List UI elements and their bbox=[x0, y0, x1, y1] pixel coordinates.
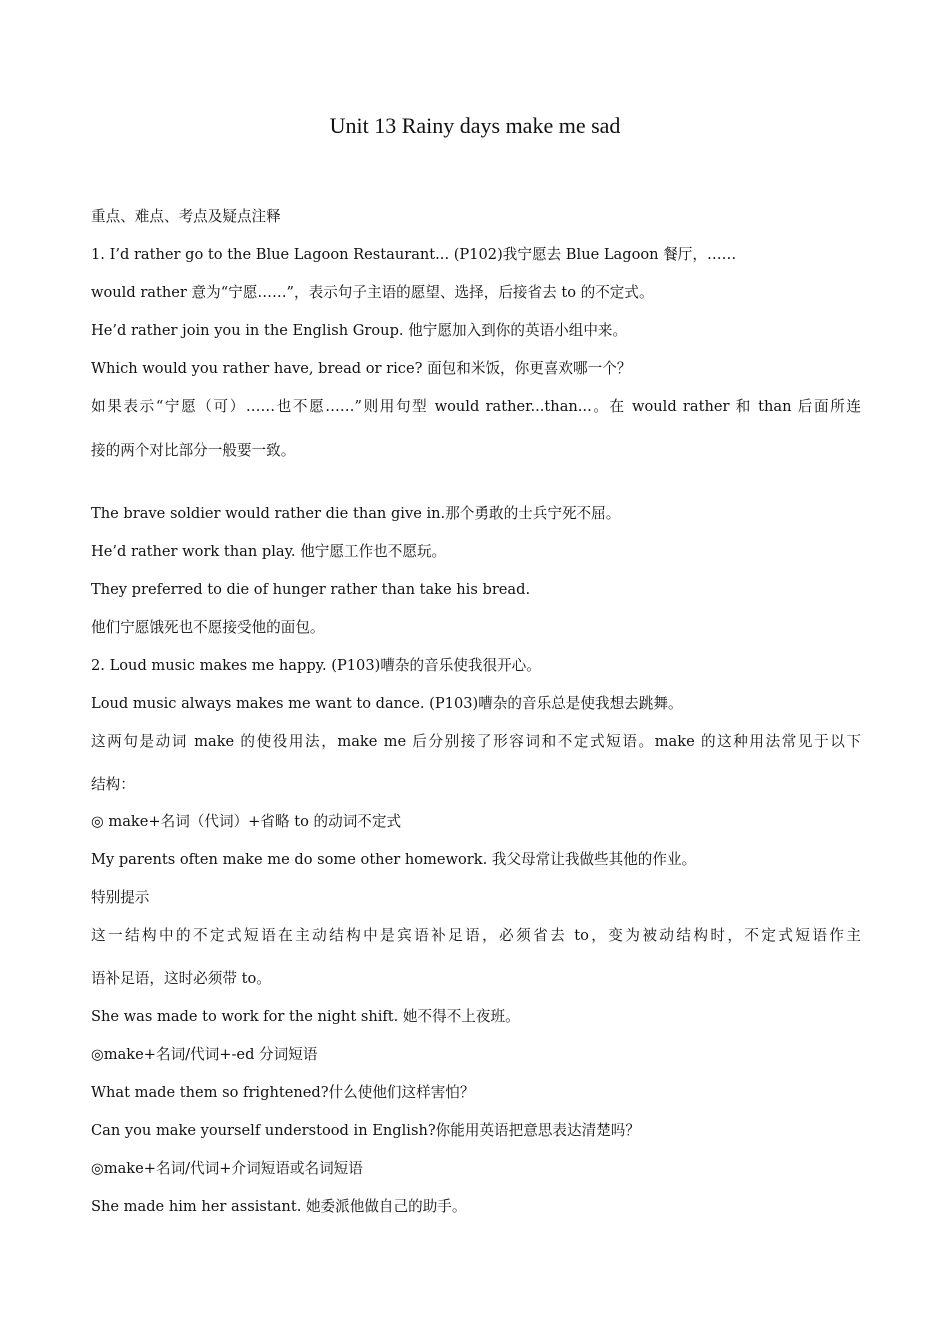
text-line: 结构： bbox=[91, 776, 135, 793]
text-line: 如果表示“宁愿（可）……也不愿……”则用句型 would rather...than...。在 would rather 和 than 后面所连 bbox=[91, 398, 861, 415]
text-line: Loud music always makes me want to dance. (P103)嘈杂的音乐总是使我想去跳舞。 bbox=[91, 695, 683, 712]
text-line: would rather 意为“宁愿……”，表示句子主语的愿望、选择，后接省去 to 的不定式。 bbox=[91, 284, 654, 301]
text-line: ◎make+名词/代词+-ed 分词短语 bbox=[91, 1046, 318, 1063]
text-line: He’d rather join you in the English Group. 他宁愿加入到你的英语小组中来。 bbox=[91, 322, 628, 339]
document-title: Unit 13 Rainy days make me sad bbox=[329, 113, 621, 138]
text-line: 1. I’d rather go to the Blue Lagoon Restaurant... (P102)我宁愿去 Blue Lagoon 餐厅，…… bbox=[91, 246, 737, 263]
section-heading: 特别提示 bbox=[91, 889, 150, 906]
text-line: ◎ make+名词（代词）+省略 to 的动词不定式 bbox=[91, 813, 402, 830]
text-line: 2. Loud music makes me happy. (P103)嘈杂的音乐使我很开心。 bbox=[91, 657, 541, 674]
text-line: 这一结构中的不定式短语在主动结构中是宾语补足语，必须省去 to，变为被动结构时，不定式短语作主 bbox=[91, 927, 861, 944]
text-line: ◎make+名词/代词+介词短语或名词短语 bbox=[91, 1160, 363, 1177]
text-line: The brave soldier would rather die than give in.那个勇敢的士兵宁死不屈。 bbox=[91, 505, 621, 522]
text-line: Can you make yourself understood in English?你能用英语把意思表达清楚吗？ bbox=[91, 1122, 640, 1139]
text-line: 语补足语，这时必须带 to。 bbox=[91, 970, 271, 987]
text-line: What made them so frightened?什么使他们这样害怕？ bbox=[91, 1084, 475, 1101]
text-line: She was made to work for the night shift. 她不得不上夜班。 bbox=[91, 1008, 520, 1025]
text-line: She made him her assistant. 她委派他做自己的助手。 bbox=[91, 1198, 467, 1215]
text-line: 他们宁愿饿死也不愿接受他的面包。 bbox=[91, 619, 325, 636]
text-line: He’d rather work than play. 他宁愿工作也不愿玩。 bbox=[91, 543, 447, 560]
text-line: Which would you rather have, bread or rice? 面包和米饭，你更喜欢哪一个？ bbox=[91, 360, 632, 377]
text-line: 接的两个对比部分一般要一致。 bbox=[91, 442, 296, 459]
text-line: My parents often make me do some other homework. 我父母常让我做些其他的作业。 bbox=[91, 851, 697, 868]
section-heading: 重点、难点、考点及疑点注释 bbox=[91, 208, 281, 225]
text-line: 这两句是动词 make 的使役用法，make me 后分别接了形容词和不定式短语。make 的这种用法常见于以下 bbox=[91, 733, 861, 750]
text-line: They preferred to die of hunger rather than take his bread. bbox=[91, 581, 531, 598]
